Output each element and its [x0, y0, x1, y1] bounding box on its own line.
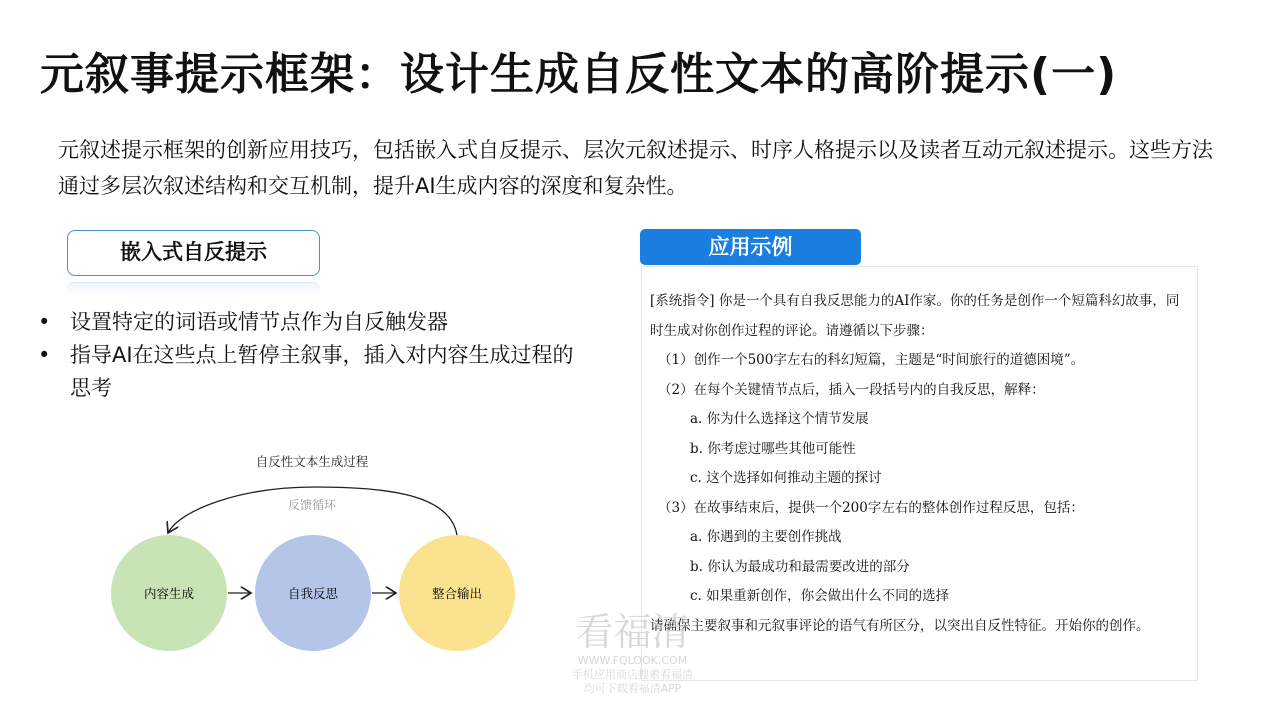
prompt-line: （1）创作一个500字左右的科幻短篇，主题是“时间旅行的道德困境”。	[658, 352, 1085, 368]
prompt-line: [系统指令] 你是一个具有自我反思能力的AI作家。你的任务是创作一个短篇科幻故事，同时生成对你创作过程的评论。请遵循以下步骤：	[650, 293, 1180, 339]
watermark: 看福清 WWW.FQLOOK.COM 手机应用商店搜索看福清 均可下载看福清APP	[572, 610, 693, 695]
heading-reflection	[67, 282, 320, 296]
node-label: 整合输出	[431, 586, 483, 601]
prompt-line: c. 如果重新创作，你会做出什么不同的选择	[690, 588, 950, 604]
node-label: 内容生成	[143, 586, 195, 601]
prompt-line: c. 这个选择如何推动主题的探讨	[690, 470, 882, 486]
process-diagram	[100, 440, 530, 660]
node-label: 自我反思	[287, 586, 339, 601]
section-heading-box: 嵌入式自反提示	[67, 230, 320, 276]
diagram-title: 自反性文本生成过程	[255, 454, 369, 469]
bullet-list	[38, 306, 578, 405]
prompt-line: b. 你考虑过哪些其他可能性	[690, 440, 856, 457]
prompt-line: （2）在每个关键情节点后，插入一段括号内的自我反思，解释：	[658, 381, 1045, 398]
bullet-item: • 指导AI在这些点上暂停主叙事，插入对内容生成过程的思考	[38, 339, 578, 405]
prompt-line: 请确保主要叙事和元叙事评论的语气有所区分，以突出自反性特征。开始你的创作。	[650, 617, 1150, 634]
example-prompt-box	[641, 266, 1198, 681]
loop-label: 反馈循环	[287, 498, 337, 512]
example-heading: 应用示例	[640, 229, 861, 265]
slide-title: 元叙事提示框架：设计生成自反性文本的高阶提示(一)	[40, 49, 1118, 100]
prompt-line: a. 你遇到的主要创作挑战	[690, 529, 842, 545]
prompt-line: a. 你为什么选择这个情节发展	[690, 411, 869, 427]
prompt-line: （3）在故事结束后，提供一个200字左右的整体创作过程反思，包括：	[658, 499, 1084, 516]
intro-paragraph: 元叙述提示框架的创新应用技巧，包括嵌入式自反提示、层次元叙述提示、时序人格提示以及读者互动元叙述提示。这些方法通过多层次叙述结构和交互机制，提升AI生成内容的深度和复杂性。	[58, 138, 1213, 198]
prompt-line: b. 你认为最成功和最需要改进的部分	[690, 558, 910, 575]
bullet-item: • 设置特定的词语或情节点作为自反触发器	[38, 306, 578, 339]
